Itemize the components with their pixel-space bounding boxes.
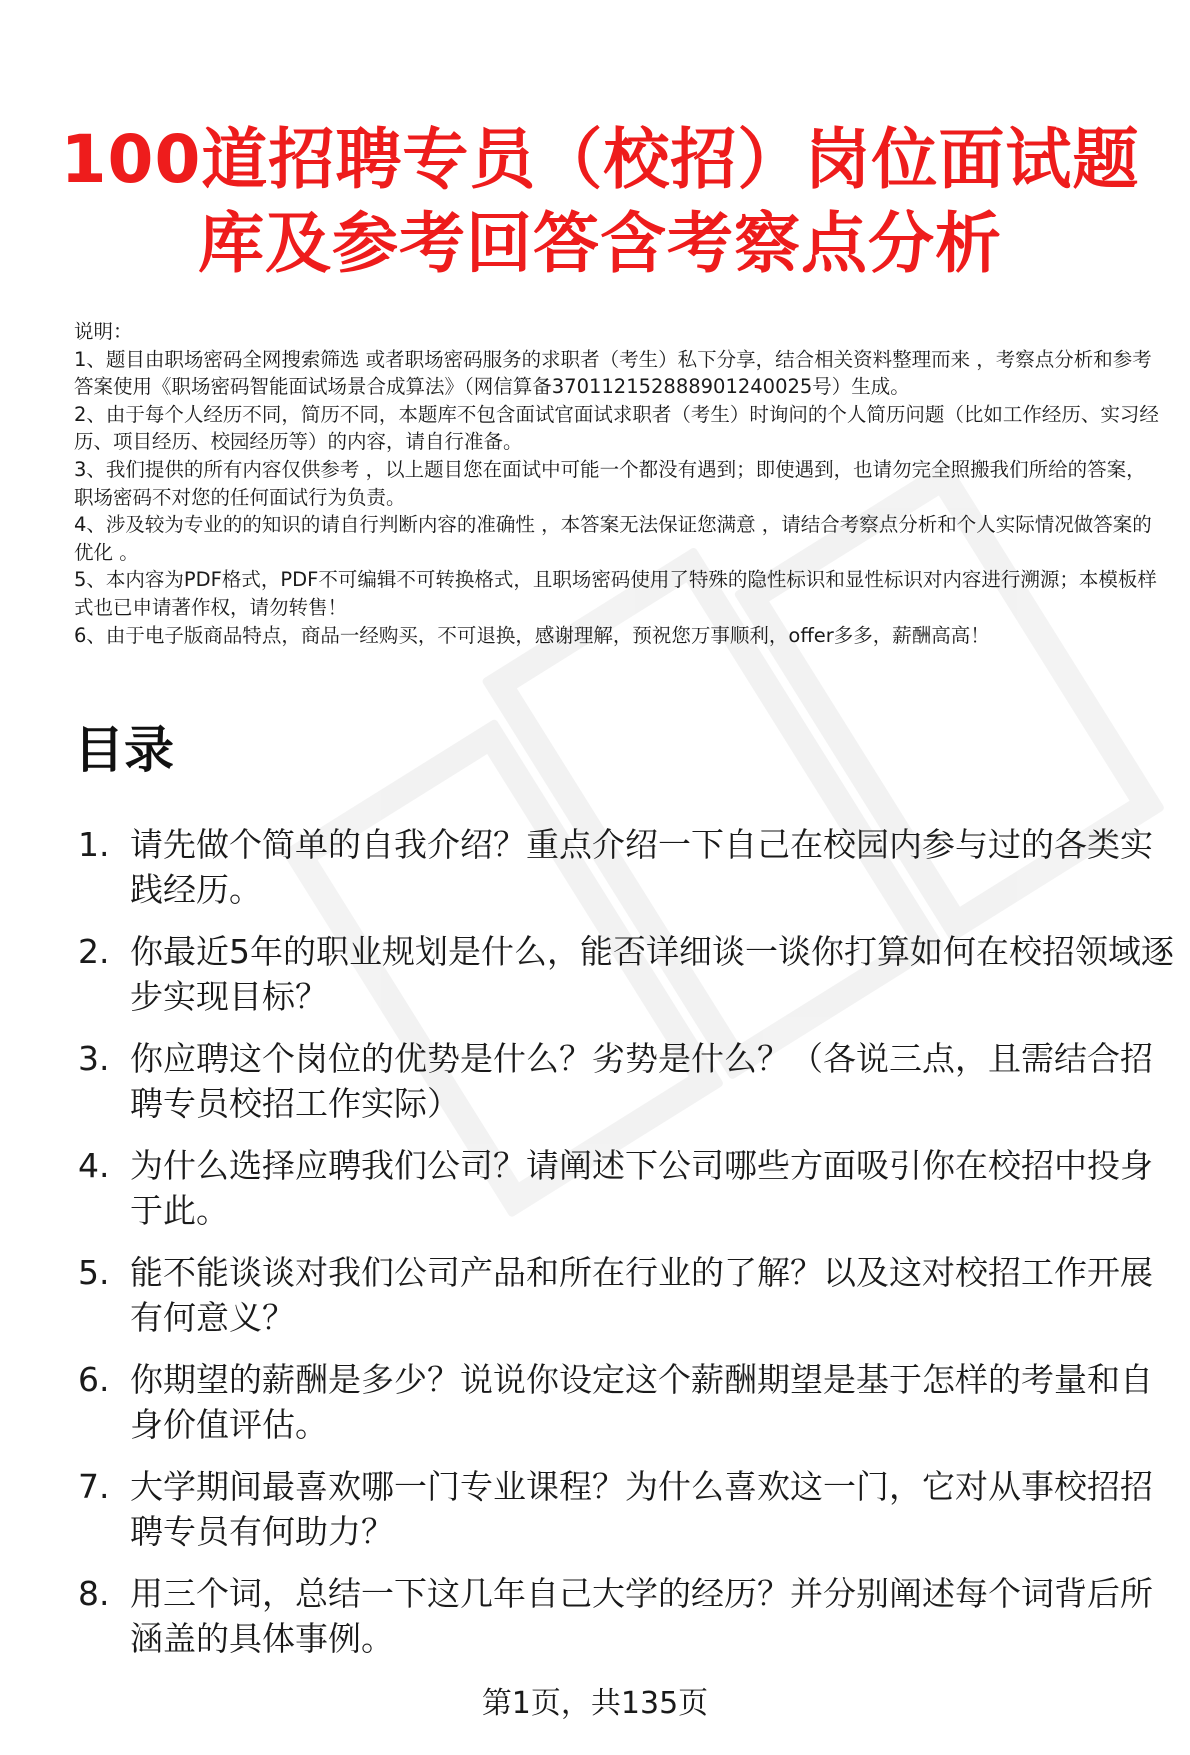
page-footer: 第1页，共135页 [481,1686,709,1721]
toc-item[interactable] [74,1571,1174,1661]
toc-item-text: 大学期间最喜欢哪一门专业课程？为什么喜欢这一门，它对从事校招招聘专员有何助力？ [130,1467,1153,1551]
note-item: 2、由于每个人经历不同，简历不同，本题库不包含面试官面试求职者（考生）时询问的个人简历问题（比如工作经历、实习经历、项目经历、校园经历等）的内容，请自行准备。 [74,402,1159,454]
notes-section [74,318,1164,649]
notes-heading: 说明： [74,320,133,343]
page-title: 100道招聘专员（校招）岗位面试题库及参考回答含考察点分析 [60,121,1140,282]
toc-item-number: 7. [78,1467,110,1506]
note-item: 3、我们提供的所有内容仅供参考 ，以上题目您在面试中可能一个都没有遇到；即使遇到，也请勿完全照搬我们所给的答案，职场密码不对您的任何面试行为负责。 [74,457,1146,509]
note-item: 6、由于电子版商品特点，商品一经购买，不可退换，感谢理解，预祝您万事顺利，offer多多，薪酬高高！ [74,623,990,647]
toc-item-number: 8. [78,1574,110,1613]
toc-item-number: 4. [78,1146,110,1185]
toc-item[interactable] [74,1250,1174,1340]
toc-item-text: 用三个词，总结一下这几年自己大学的经历？并分别阐述每个词背后所涵盖的具体事例。 [130,1574,1153,1658]
toc-item-text: 你应聘这个岗位的优势是什么？劣势是什么？（各说三点，且需结合招聘专员校招工作实际） [130,1039,1153,1123]
toc-item[interactable] [74,1143,1174,1233]
note-item: 4、涉及较为专业的的知识的请自行判断内容的准确性 ，本答案无法保证您满意 ，请结合考察点分析和个人实际情况做答案的优化 。 [74,513,1152,564]
toc-item-text: 能不能谈谈对我们公司产品和所在行业的了解？以及这对校招工作开展有何意义？ [130,1253,1153,1337]
note-item: 5、本内容为PDF格式，PDF不可编辑不可转换格式，且职场密码使用了特殊的隐性标识和显性标识对内容进行溯源；本模板样式也已申请著作权，请勿转售！ [74,568,1157,619]
toc-item-text: 你期望的薪酬是多少？说说你设定这个薪酬期望是基于怎样的考量和自身价值评估。 [130,1360,1153,1444]
toc-item-text: 你最近5年的职业规划是什么，能否详细谈一谈你打算如何在校招领域逐步实现目标？ [130,932,1174,1016]
toc-item-number: 6. [78,1360,110,1399]
toc-item-text: 为什么选择应聘我们公司？请阐述下公司哪些方面吸引你在校招中投身于此。 [130,1146,1153,1230]
toc-item[interactable] [74,1036,1174,1126]
toc-list [74,822,1174,1678]
toc-item-number: 2. [78,932,110,971]
toc-item-number: 5. [78,1253,110,1292]
toc-item[interactable] [74,1464,1174,1554]
note-item: 1、题目由职场密码全网搜索筛选 或者职场密码服务的求职者（考生）私下分享，结合相关资料整理而来 ，考察点分析和参考答案使用《职场密码智能面试场景合成算法》（网信算备370112152888901240025号）生成。 [74,347,1152,399]
toc-heading: 目录 [74,721,174,779]
toc-item[interactable] [74,929,1174,1019]
toc-item-number: 1. [78,825,110,864]
toc-item-number: 3. [78,1039,110,1078]
toc-item-text: 请先做个简单的自我介绍？重点介绍一下自己在校园内参与过的各类实践经历。 [130,825,1153,909]
toc-item[interactable] [74,1357,1174,1447]
toc-item[interactable] [74,822,1174,912]
